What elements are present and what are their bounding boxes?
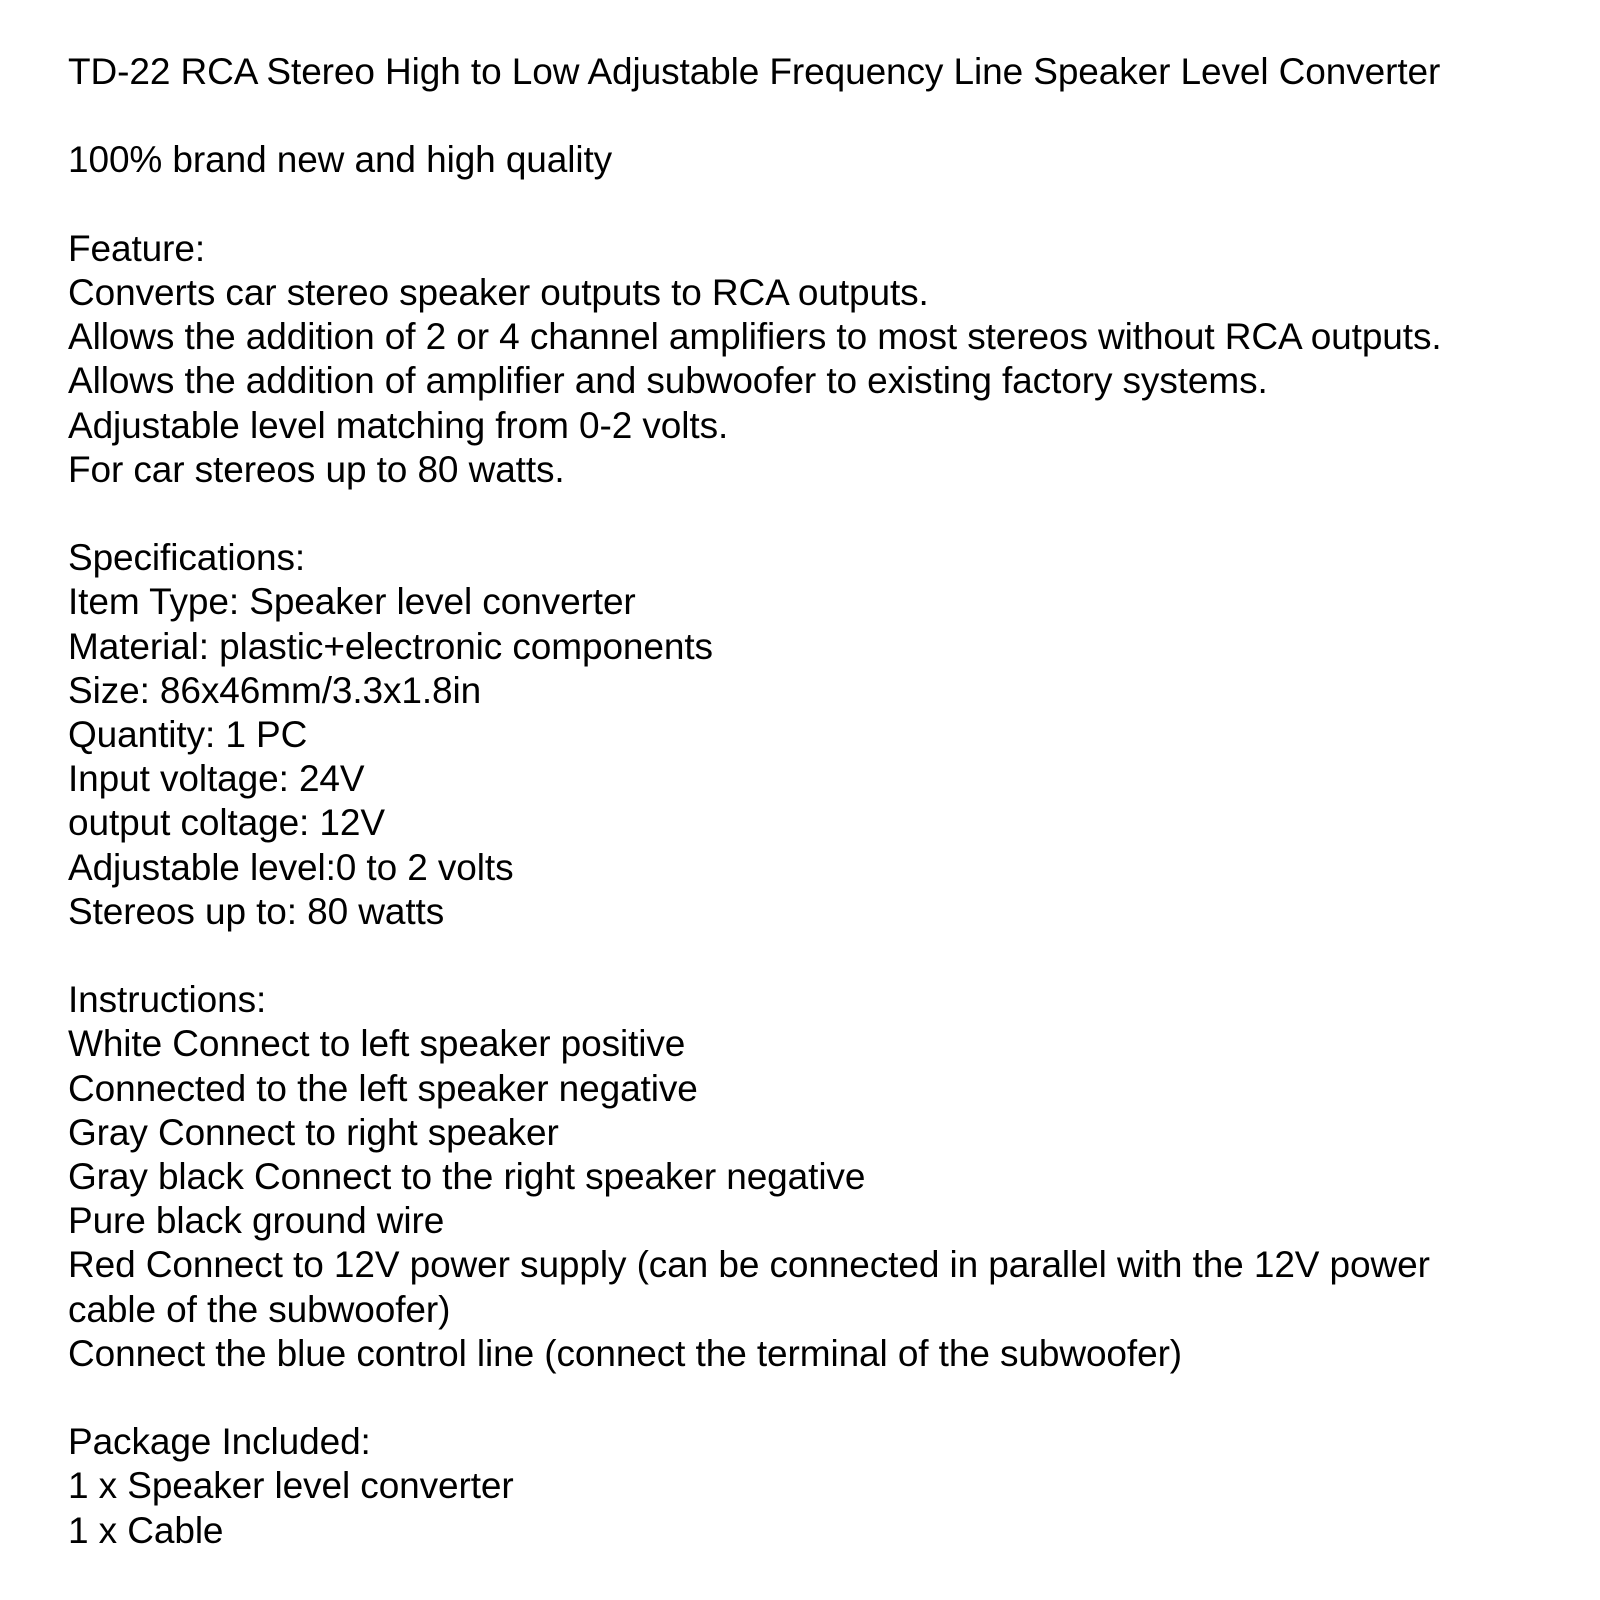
feature-item: Adjustable level matching from 0-2 volts.: [68, 404, 729, 446]
instruction-item: Pure black ground wire: [68, 1200, 445, 1242]
spacer: [68, 492, 1568, 536]
package-item: 1 x Speaker level converter: [68, 1465, 514, 1507]
spacer: [68, 1376, 1568, 1420]
instruction-item: Red Connect to 12V power supply (can be connected in parallel with the 12V power: [68, 1244, 1430, 1286]
spec-item: Stereos up to: 80 watts: [68, 890, 445, 932]
instruction-item: Connect the blue control line (connect the terminal of the subwoofer): [68, 1332, 1183, 1374]
instruction-item: Connected to the left speaker negative: [68, 1067, 698, 1109]
feature-item: Converts car stereo speaker outputs to RCA outputs.: [68, 271, 929, 313]
feature-item: Allows the addition of amplifier and subwoofer to existing factory systems.: [68, 360, 1268, 402]
spec-item: output coltage: 12V: [68, 802, 385, 844]
feature-heading: Feature:: [68, 227, 205, 269]
instructions-section: [68, 978, 1568, 1376]
product-title: TD-22 RCA Stereo High to Low Adjustable Frequency Line Speaker Level Converter: [68, 51, 1441, 92]
spec-item: Input voltage: 24V: [68, 758, 365, 800]
spacer: [68, 934, 1568, 978]
spec-item: Material: plastic+electronic components: [68, 625, 713, 667]
spec-item: Size: 86x46mm/3.3x1.8in: [68, 669, 482, 711]
spec-item: Quantity: 1 PC: [68, 714, 308, 755]
instructions-heading: Instructions:: [68, 979, 267, 1021]
product-description: [68, 50, 1568, 1553]
spacer: [68, 94, 1568, 138]
feature-section: [68, 227, 1568, 492]
instruction-item: White Connect to left speaker positive: [68, 1023, 686, 1065]
intro-text: 100% brand new and high quality: [68, 139, 613, 181]
feature-item: For car stereos up to 80 watts.: [68, 448, 565, 490]
instruction-item: Gray black Connect to the right speaker negative: [68, 1156, 866, 1198]
spacer: [68, 183, 1568, 227]
package-section: [68, 1420, 1568, 1553]
package-item: 1 x Cable: [68, 1509, 224, 1551]
spec-item: Item Type: Speaker level converter: [68, 581, 636, 623]
specifications-heading: Specifications:: [68, 537, 306, 579]
instruction-item: Gray Connect to right speaker: [68, 1111, 559, 1153]
instruction-item: cable of the subwoofer): [68, 1288, 451, 1330]
feature-item: Allows the addition of 2 or 4 channel amplifiers to most stereos without RCA outputs.: [68, 316, 1442, 358]
specifications-section: [68, 536, 1568, 934]
spec-item: Adjustable level:0 to 2 volts: [68, 846, 514, 888]
package-heading: Package Included:: [68, 1421, 371, 1463]
